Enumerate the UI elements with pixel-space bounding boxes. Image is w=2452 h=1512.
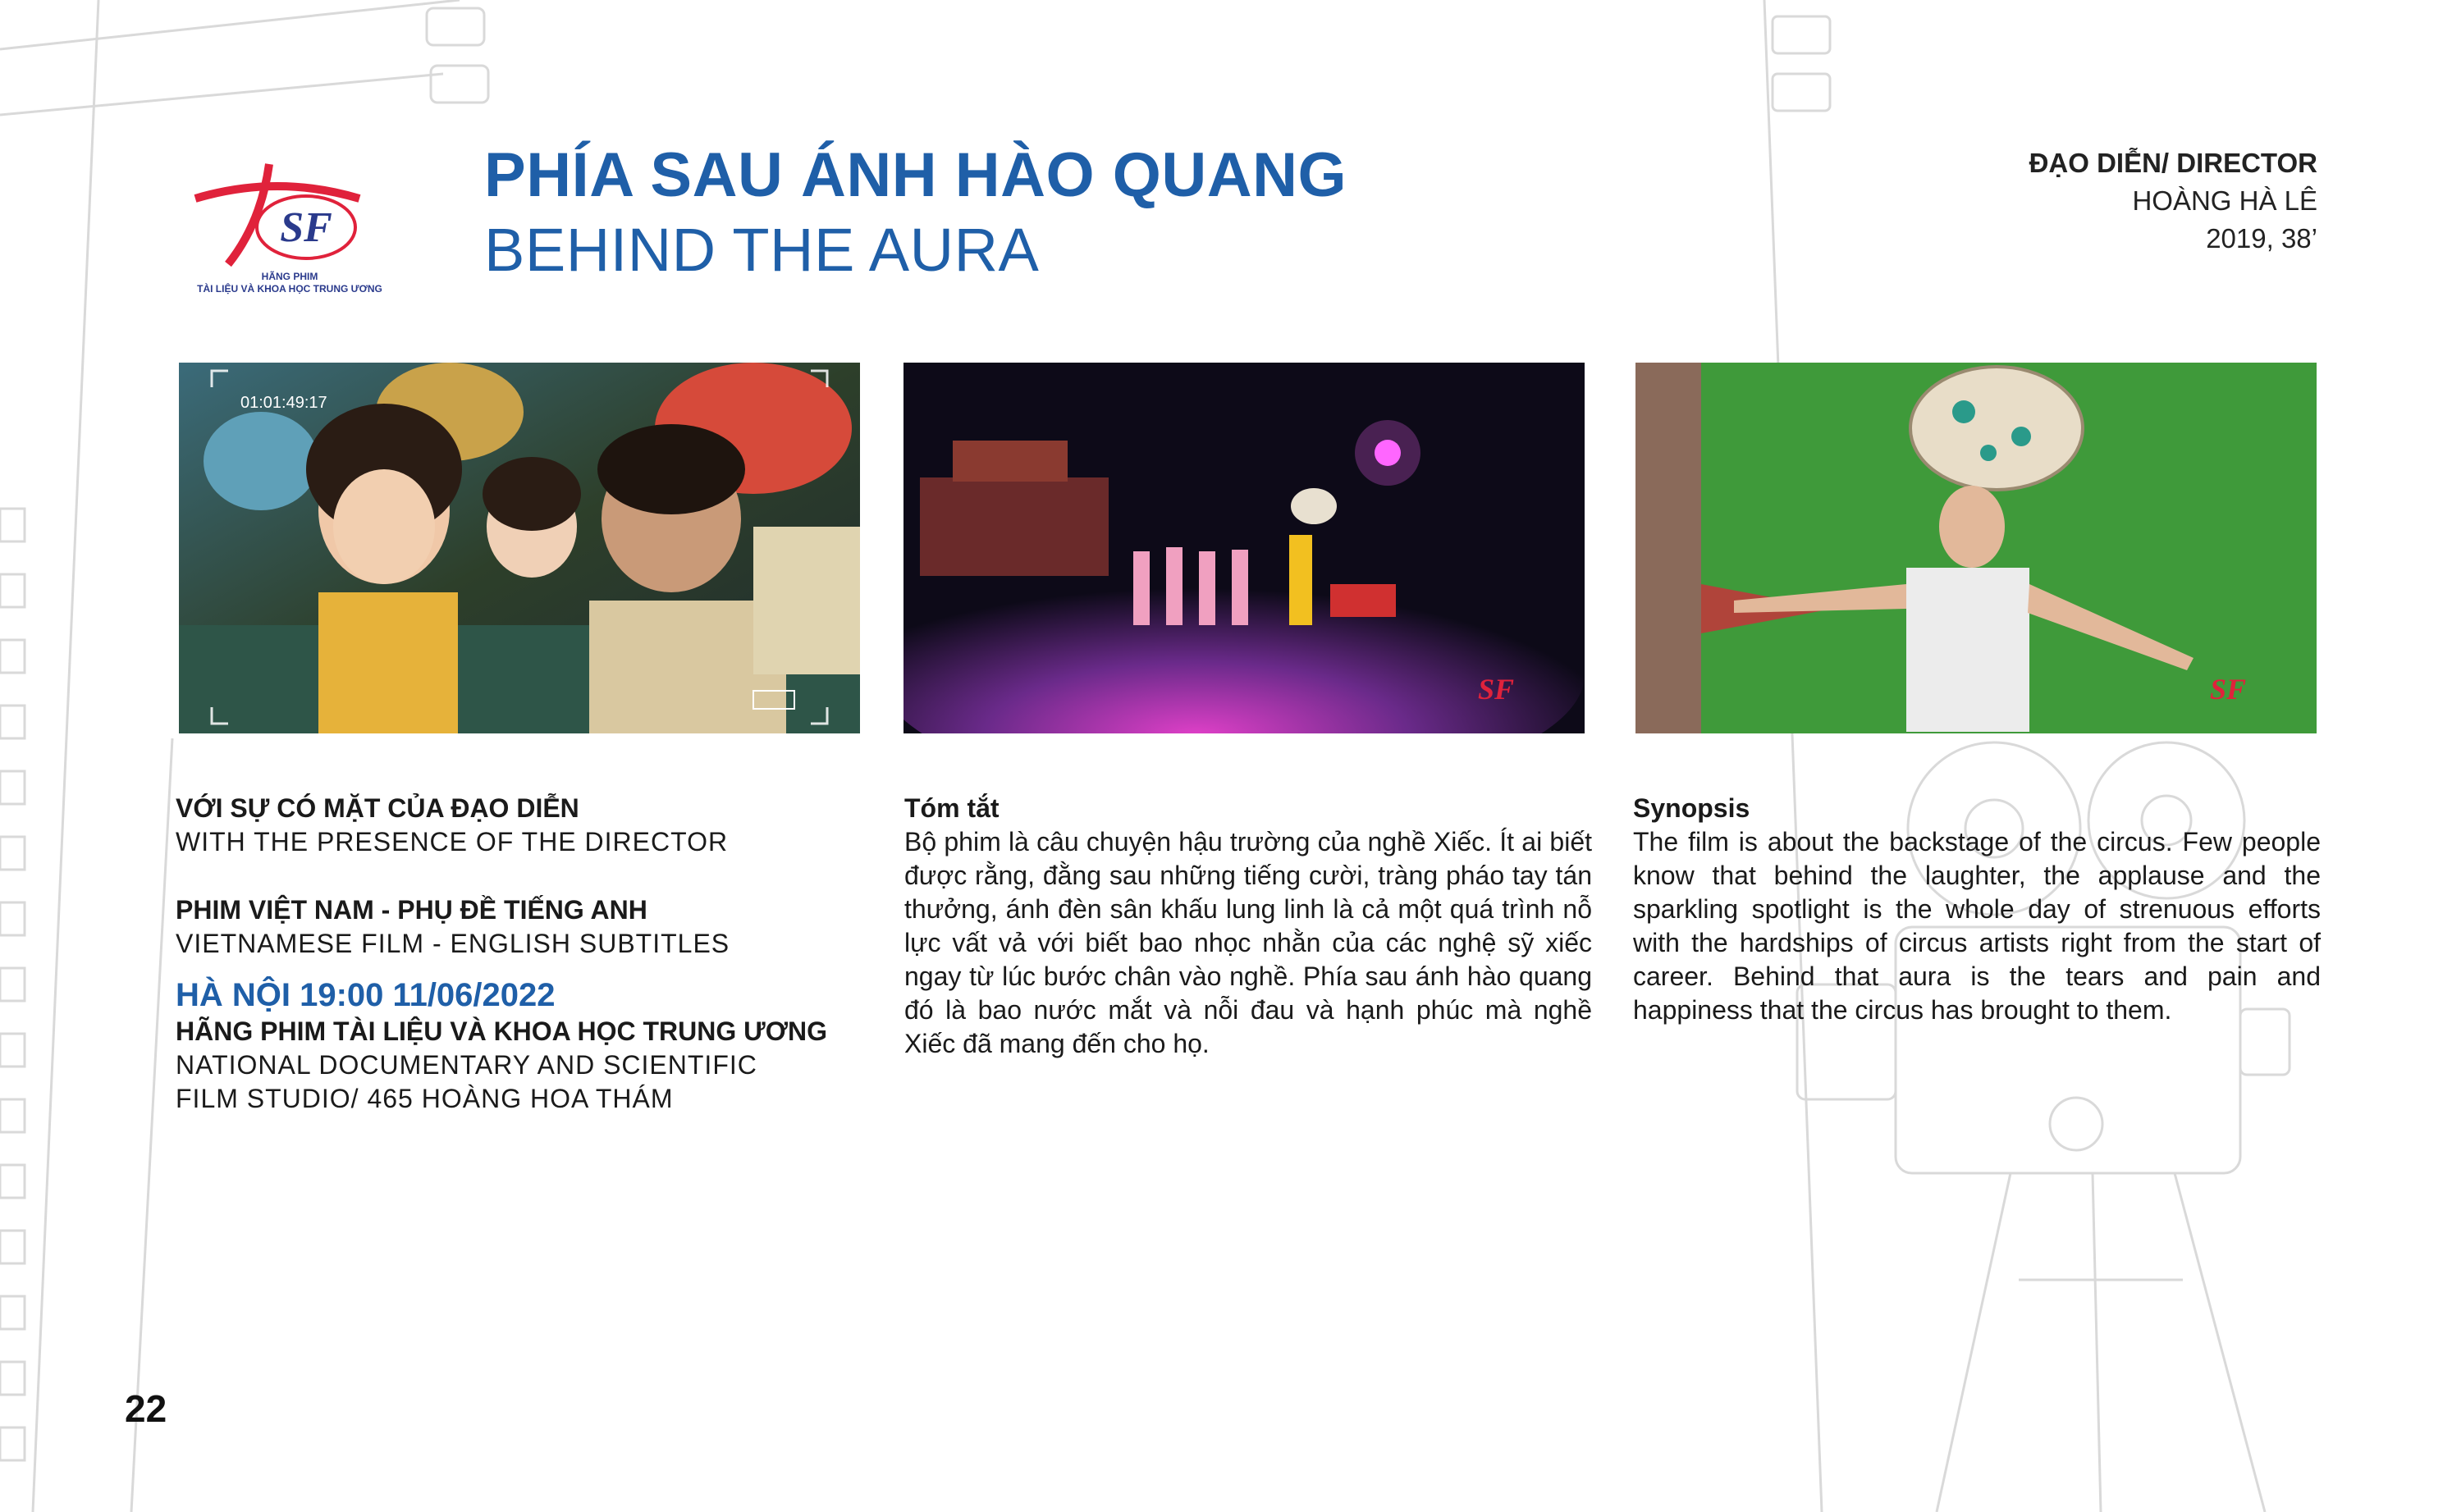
director-block [2029,144,2317,258]
year-duration: 2019, 38’ [2206,223,2317,254]
director-name: HOÀNG HÀ LÊ [2132,185,2317,216]
title-vietnamese: PHÍA SAU ÁNH HÀO QUANG [484,140,1347,210]
synopsis-heading: Synopsis [1633,793,1750,823]
photo-timecode: 01:01:49:17 [240,394,327,412]
circus-stage-photo [903,363,1585,733]
presence-vi: VỚI SỰ CÓ MẶT CỦA ĐẠO DIỄN [176,793,579,823]
audience-children-photo [179,363,860,733]
summary-vietnamese [904,792,1592,1061]
svg-text:SF: SF [1478,673,1515,706]
juggler-aerial-photo [1635,363,2317,733]
screening-time: HÀ NỘI 19:00 11/06/2022 [176,977,556,1013]
venue-vi: HÃNG PHIM TÀI LIỆU VÀ KHOA HỌC TRUNG ƯƠNG [176,1016,827,1046]
film-type-vi: PHIM VIỆT NAM - PHỤ ĐỀ TIẾNG ANH [176,895,647,925]
logo-caption-line2: TÀI LIỆU VÀ KHOA HỌC TRUNG ƯƠNG [197,283,382,295]
venue-en-line1: NATIONAL DOCUMENTARY AND SCIENTIFIC [176,1050,757,1080]
logo-caption-line1: HÃNG PHIM [261,271,318,282]
venue-en-line2: FILM STUDIO/ 465 HOÀNG HOA THÁM [176,1084,674,1113]
director-label: ĐẠO DIỄN/ DIRECTOR [2029,148,2317,178]
film-type-en: VIETNAMESE FILM - ENGLISH SUBTITLES [176,929,730,958]
summary-vi-text: Bộ phim là câu chuyện hậu trường của nghề Xiếc. Ít ai biết được rằng, đằng sau những tiếng cười, tràng pháo tay tán thưởng, ánh đèn sân khấu lung linh là cả một quá trình nỗ lực vất vả với biết bao nhọc nhằn của các nghệ sỹ xiếc ngay từ lúc bước chân vào nghề. Phía sau ánh hào quang đó là bao nước mắt và nỗi đau và hạnh phúc mà nghề Xiếc đã mang đến cho họ. [904,827,1592,1058]
page-number: 22 [125,1387,167,1430]
svg-text:SF: SF [2210,673,2247,706]
summary-vi-heading: Tóm tắt [904,793,1000,823]
synopsis-english [1633,792,2321,1027]
presence-en: WITH THE PRESENCE OF THE DIRECTOR [176,827,729,856]
logo-mark: SF [280,204,332,251]
logo-caption [171,271,409,295]
screening-info [176,792,898,1116]
synopsis-text: The film is about the backstage of the circus. Few people know that behind the laughter, the applause and the sparkling spotlight is the whole day of strenuous efforts with the hardships of circus artists right from the start of career. Behind that aura is the tears and pain and happiness that the circus has brought to them. [1633,827,2321,1025]
title-english: BEHIND THE AURA [484,216,1040,284]
